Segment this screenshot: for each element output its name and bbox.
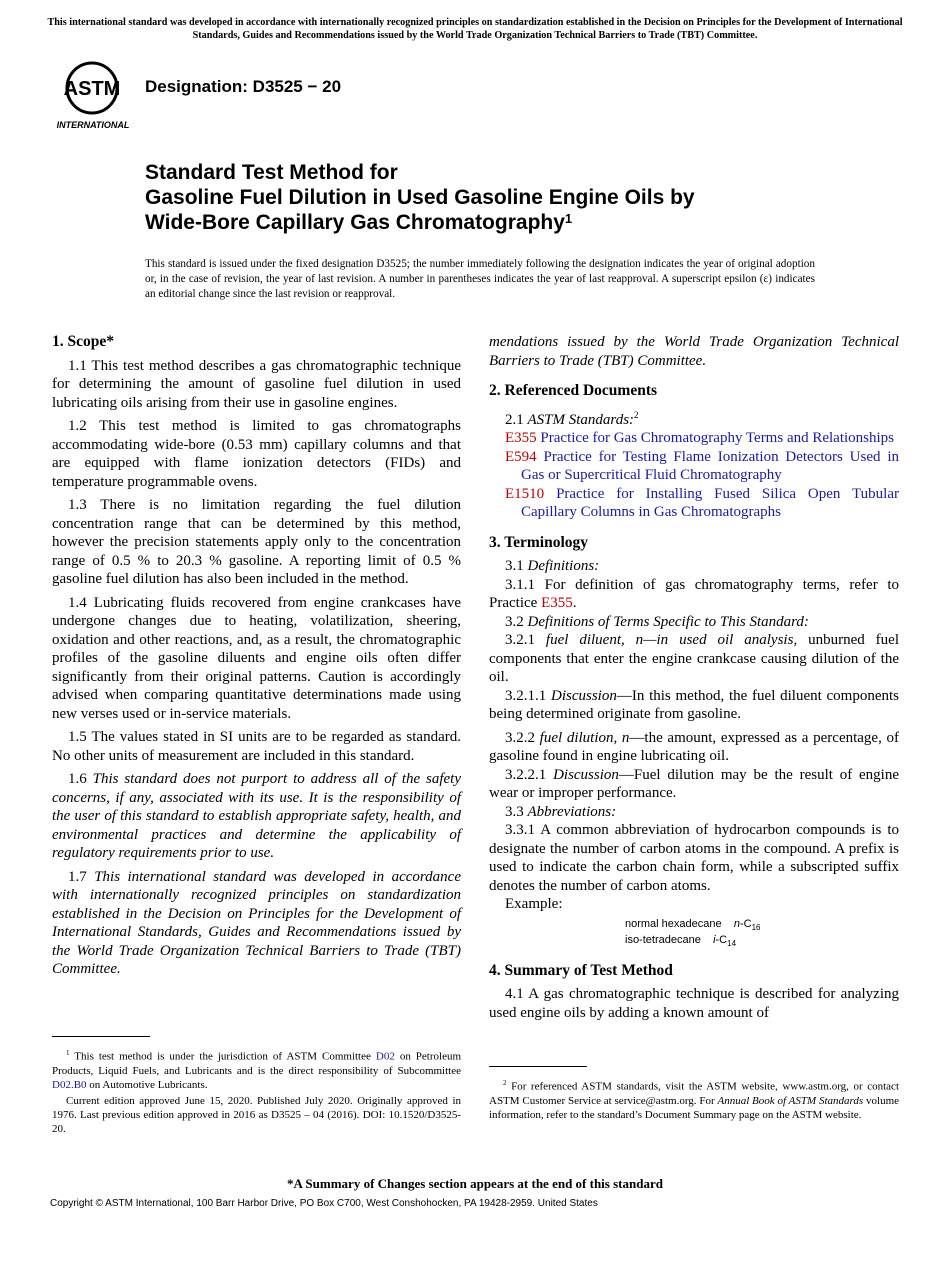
- para-3-1-number: 3.1: [505, 558, 524, 574]
- para-1-7: [52, 868, 461, 979]
- para-3-2-1-1-number: 3.2.1.1: [505, 687, 547, 704]
- footnote-1-part-b: on Petroleum Products, Liquid Fuels, and Lubricants and is the direct responsibility of Subcommittee: [52, 1050, 462, 1077]
- para-3-2-2-number: 3.2.2: [505, 729, 535, 746]
- para-3-2-1-1-label: Discussion: [551, 687, 617, 704]
- header-notice: This international standard was developed in accordance with internationally recognized principles on standardization established in the Decision on Principles for the Development of International Standards, Guides and Recommendations issued by the World Trade Organization Technical Barriers to Trade (TBT) Committee.: [47, 17, 903, 41]
- example-2: [625, 934, 899, 950]
- subcommittee-d02b0-link[interactable]: D02.B0: [52, 1078, 87, 1091]
- para-1-2: 1.2 This test method is limited to gas chromatographs accommodating wide-bore (0.53 mm) capillary columns and that are equipped with flame ionization detectors (FIDs) and temperature programmable ovens.: [52, 418, 461, 490]
- section-summary-heading: 4. Summary of Test Method: [489, 961, 673, 979]
- example-1: [625, 918, 899, 934]
- title-line-2: Gasoline Fuel Dilution in Used Gasoline Engine Oils by: [145, 186, 695, 209]
- summary-of-changes-notice: *A Summary of Changes section appears at the end of this standard: [287, 1176, 663, 1191]
- designation: Designation: D3525 − 20: [145, 77, 342, 96]
- astm-logo: [52, 58, 134, 132]
- para-3-2-2-text: —the amount, expressed as a percentage, of gasoline found in engine lubricating oil.: [489, 729, 899, 764]
- para-1-3: 1.3 There is no limitation regarding the fuel dilution concentration range that can be determined by this method, however the precision statements apply only to the concentration range of 0.5 % to 20.3 % gasoline. A reporting limit of 0.5 % gasoline fuel dilution has also been included in the method.: [52, 497, 461, 587]
- example-2-sub: 14: [727, 938, 737, 948]
- para-3-2-1: [489, 631, 899, 687]
- footnote-2-text: [489, 1076, 899, 1122]
- ref-e594[interactable]: [505, 448, 899, 485]
- para-3-1-title: Definitions:: [527, 558, 600, 574]
- copyright: Copyright © ASTM International, 100 Barr Harbor Drive, PO Box C700, West Conshohocken, PA 19428-2959. United States: [50, 1198, 598, 1209]
- example-2-prefix: i: [713, 933, 716, 946]
- para-1-1: 1.1 This test method describes a gas chromatographic technique for determining the amount of gasoline fuel dilution in used lubricating oils arising from their use in gasoline engines.: [52, 357, 461, 411]
- para-2-1-title: ASTM Standards:: [527, 411, 635, 428]
- para-3-2-2: [489, 729, 899, 766]
- para-3-2-title: Definitions of Terms Specific to This Standard:: [527, 613, 809, 630]
- footnote-2-part-b: volume information, refer to the standard’s Document Summary page on the ASTM website.: [489, 1094, 900, 1121]
- footnote-2-italic: Annual Book of ASTM Standards: [717, 1094, 864, 1107]
- para-1-6-number: 1.6: [68, 771, 87, 787]
- left-column: [52, 333, 461, 984]
- para-2-1-mark: 2: [634, 409, 639, 420]
- para-3-2-1-term: fuel diluent, n—in used oil analysis: [545, 632, 794, 648]
- footnote-1: [52, 1046, 461, 1138]
- footnote-2: [489, 1076, 899, 1124]
- example-2-name: iso-tetradecane: [625, 933, 701, 946]
- footnote-2-mark: 2: [503, 1079, 507, 1087]
- para-1-7-text: This international standard was developed in accordance with internationally recognized principles on standardization established in the Decision on Principles for the Development of International Standards, Guides and Recommendations issued by the World Trade Organization Technical Barriers to Trade (TBT) Committee.: [52, 868, 461, 977]
- ref-e1510-code[interactable]: E1510: [505, 485, 545, 502]
- para-1-7-number: 1.7: [68, 868, 87, 885]
- ref-e355[interactable]: [505, 429, 899, 448]
- para-4-1: 4.1 A gas chromatographic technique is described for analyzing used engine oils by adding a known amount of: [489, 986, 899, 1021]
- example-label: Example:: [505, 896, 563, 912]
- para-3-2-2-1-text: —Fuel dilution may be the result of engine wear or improper performance.: [489, 766, 900, 801]
- footnote-1-text: [52, 1046, 461, 1092]
- para-3-2-1-text: , unburned fuel components that enter the engine crankcase causing dilution of the oil.: [489, 632, 900, 685]
- ref-e1510[interactable]: [505, 485, 899, 522]
- section-referenced-heading: 2. Referenced Documents: [489, 382, 658, 399]
- para-2-1: [489, 406, 899, 430]
- para-3-1-1-text: 3.1.1 For definition of gas chromatography terms, refer to Practice: [489, 576, 899, 611]
- title-line-1: Standard Test Method for: [145, 161, 398, 184]
- title-line-3: [145, 210, 865, 235]
- example-2-base: -C: [715, 933, 728, 946]
- footnote-1-part-c: on Automotive Lubricants.: [89, 1078, 208, 1091]
- para-3-2-number: 3.2: [505, 613, 524, 630]
- para-3-2-1-number: 3.2.1: [505, 632, 535, 648]
- para-1-6-text: This standard does not purport to address all of the safety concerns, if any, associated with its use. It is the responsibility of the user of this standard to establish appropriate safety, health, and environmental practices and determine the applicability of regulatory requirements prior to use.: [52, 771, 462, 861]
- para-3-2-1-1-text: —In this method, the fuel diluent components being determined originate from gasoline.: [489, 687, 899, 722]
- para-3-2-2-1-label: Discussion: [553, 766, 619, 783]
- para-1-4: 1.4 Lubricating fluids recovered from engine crankcases have undergone changes due to heating, volatilization, sheering, oxidation and other reactions, and, as a result, the chromatographic profiles of the gasoline diluents and engine oils often differ significantly from their original patterns. Caution is accordingly advised when comparing quantitative determinations made using new verses used or in-service materials.: [52, 594, 461, 722]
- example-1-sub: 16: [751, 922, 761, 932]
- para-3-1-1: 3.1.1 For definition of gas chromatography terms, refer to Practice E355.: [489, 576, 899, 611]
- footnote-rule-left: [52, 1036, 150, 1037]
- section-scope-heading: 1. Scope*: [52, 333, 114, 350]
- footnote-1-mark: 1: [66, 1049, 70, 1057]
- ref-e355-code[interactable]: E355: [505, 430, 537, 446]
- para-3-3: [489, 803, 899, 822]
- footnote-rule-right: [489, 1066, 587, 1067]
- para-3-3-title: Abbreviations:: [527, 803, 617, 820]
- para-3-2-2-term: fuel dilution, n: [539, 729, 630, 746]
- example-1-name: normal hexadecane: [625, 917, 722, 930]
- para-3-3-number: 3.3: [505, 803, 524, 820]
- para-1-7-continued: mendations issued by the World Trade Organization Technical Barriers to Trade (TBT) Committee.: [489, 334, 899, 369]
- practice-e355-link[interactable]: E355: [541, 595, 573, 611]
- logo-subtext: INTERNATIONAL: [56, 120, 130, 130]
- ref-e594-code[interactable]: E594: [505, 448, 537, 465]
- footnote-1-part-a: This test method is under the jurisdiction of ASTM Committee: [74, 1050, 371, 1063]
- right-column: [489, 333, 899, 1027]
- ref-e594-title[interactable]: Practice for Testing Flame Ionization Detectors Used in Gas or Supercritical Fluid Chromatography: [521, 448, 899, 483]
- para-3-2-2-1-number: 3.2.2.1: [505, 766, 547, 783]
- para-2-1-number: 2.1: [505, 411, 524, 428]
- para-3-2-2-1: [489, 766, 899, 803]
- example-1-prefix: n: [733, 917, 740, 930]
- title-line-3-text: Wide-Bore Capillary Gas Chromatography: [145, 211, 565, 234]
- para-1-5: 1.5 The values stated in SI units are to be regarded as standard. No other units of measurement are included in this standard.: [52, 729, 461, 764]
- footnote-2-part-a: For referenced ASTM standards, visit the ASTM website, www.astm.org, or contact ASTM Customer Service at service@astm.org. For: [489, 1080, 899, 1107]
- committee-d02-link[interactable]: D02: [375, 1050, 395, 1063]
- example-1-base: -C: [739, 917, 752, 930]
- para-3-3-1: 3.3.1 A common abbreviation of hydrocarbon compounds is to designate the number of carbon atoms in the compound. A prefix is used to indicate the carbon chain form, while a subscripted suffix denotes the number of carbon atoms.: [489, 822, 899, 894]
- title-footnote-mark: 1: [564, 211, 573, 226]
- para-3-2-1-1: [489, 687, 899, 724]
- para-3-2: [489, 613, 899, 632]
- footnote-1-edition: Current edition approved June 15, 2020. Published July 2020. Originally approved in 1976. Last previous edition approved in 2016 as D3525 – 04 (2016). DOI: 10.1520/D3525-20.: [52, 1094, 461, 1135]
- ref-e355-title[interactable]: Practice for Gas Chromatography Terms and Relationships: [540, 430, 895, 446]
- intro-paragraph: This standard is issued under the fixed designation D3525; the number immediately following the designation indicates the year of original adoption or, in the case of revision, the year of last revision. A number in parentheses indicates the year of last reapproval. A superscript epsilon (ε) indicates an editorial change since the last revision or reapproval.: [145, 258, 815, 300]
- page-title: [145, 160, 865, 235]
- para-3-1: [489, 557, 899, 576]
- section-terminology-heading: 3. Terminology: [489, 533, 589, 551]
- logo-text: ASTM: [63, 78, 121, 100]
- para-1-6: [52, 770, 461, 863]
- ref-e1510-title[interactable]: Practice for Installing Fused Silica Open Tubular Capillary Columns in Gas Chromatographs: [521, 485, 899, 520]
